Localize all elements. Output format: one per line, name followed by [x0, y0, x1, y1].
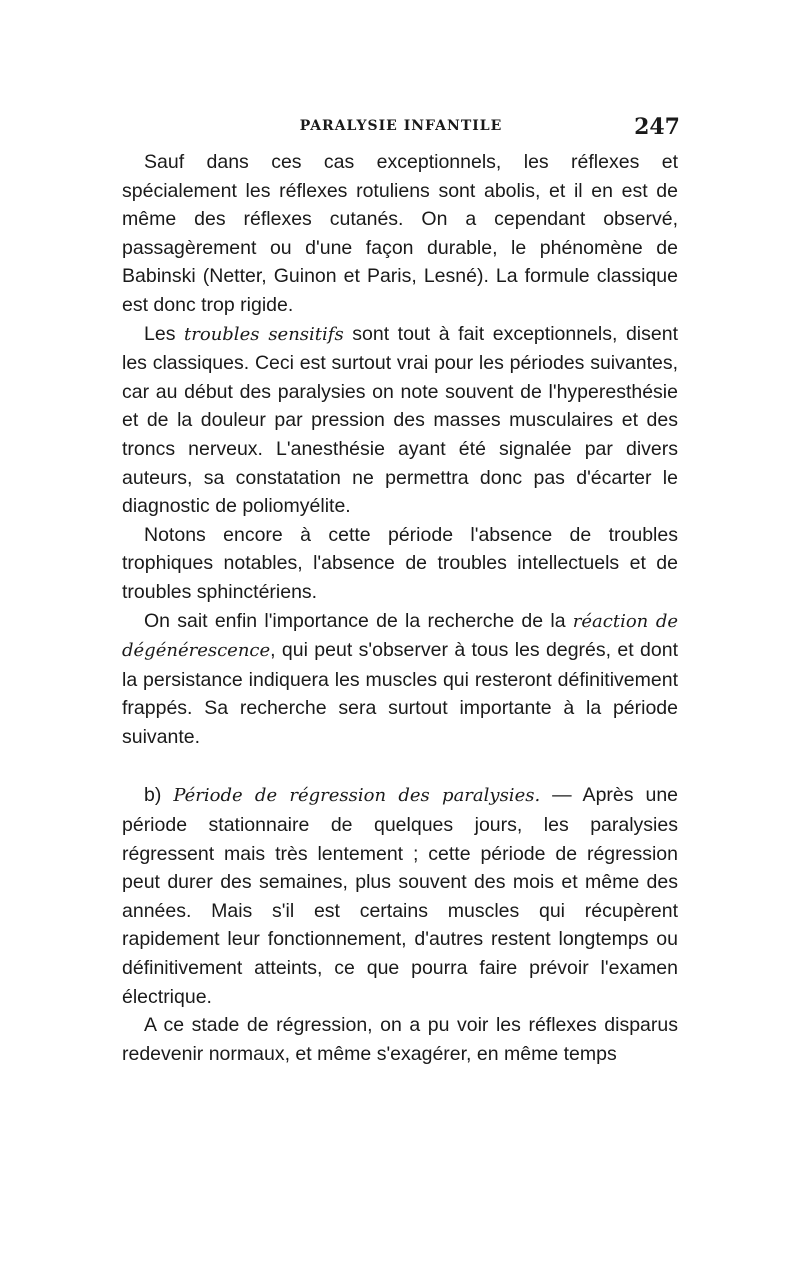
text-run: Les	[144, 322, 185, 345]
paragraph	[122, 607, 678, 752]
paragraph	[122, 521, 678, 607]
text-run: , qui peut s'observer à tous les degrés, et dont la persistance indiquera les muscles qui resteront définitivement frappés. Sa recherche sera surtout importante à la période suivante.	[122, 639, 678, 748]
paragraph	[122, 1011, 678, 1068]
italic-text: réaction de dégénérescence	[122, 610, 678, 662]
running-title: PARALYSIE INFANTILE	[299, 118, 503, 134]
text-run: sont tout à fait exceptionnels, disent les classiques. Ceci est surtout vrai pour les périodes suivantes, car au début des paralysies on note souvent de l'hyperesthésie et de la douleur par pression des masses musculaires et des troncs nerveux. L'anesthésie ayant été signalée par divers auteurs, sa constatation ne permettra donc pas d'écarter le diagnostic de poliomyélite.	[122, 322, 679, 518]
text-run: On sait enfin l'importance de la recherche de la	[144, 609, 573, 632]
italic-text: Période de régression des paralysies.	[173, 785, 541, 807]
italic-text: troubles sensitifs	[184, 323, 344, 345]
paragraph	[122, 148, 678, 320]
running-head	[122, 114, 680, 140]
text-run: A ce stade de régression, on a pu voir les réflexes disparus redevenir normaux, et même s'exagérer, en même temps	[122, 1014, 678, 1065]
text-run: Notons encore à cette période l'absence de troubles trophiques notables, l'absence de troubles intellectuels et de troubles sphinctériens.	[122, 523, 678, 603]
body-text	[122, 148, 678, 1068]
text-run: b)	[144, 784, 174, 807]
paragraph	[122, 781, 678, 1011]
paragraph	[122, 320, 678, 521]
page-number: 247	[634, 114, 680, 140]
text-run: Sauf dans ces cas exceptionnels, les réflexes et spécialement les réflexes rotuliens sont abolis, et il en est de même des réflexes cutanés. On a cependant observé, passagèrement ou d'une façon durable, le phénomène de Babinski (Netter, Guinon et Paris, Lesné). La formule classique est donc trop rigide.	[122, 151, 678, 316]
text-run: — Après une période stationnaire de quelques jours, les paralysies régressent mais très lentement ; cette période de régression peut durer des semaines, plus souvent des mois et même des années. Mais s'il est certains muscles qui récupèrent rapidement leur fonctionnement, d'autres restent longtemps ou définitivement atteints, ce que pourra faire prévoir l'examen électrique.	[122, 784, 679, 1008]
